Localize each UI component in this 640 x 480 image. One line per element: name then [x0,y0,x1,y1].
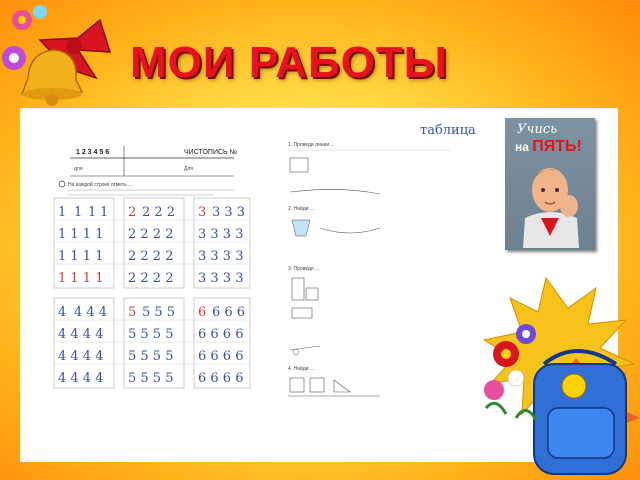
flowers-backpack-icon [476,268,640,480]
task-3: 3. Проведи ... [288,266,320,272]
svg-text:1 1 1 1: 1 1 1 1 [58,249,104,264]
svg-text:2 2 2 2: 2 2 2 2 [128,227,174,242]
svg-text:1: 1 [88,205,97,220]
svg-text:3 3 3 3: 3 3 3 3 [198,249,244,264]
poster-line1: Учись [517,122,558,137]
svg-text:1 1 1 1: 1 1 1 1 [58,227,104,242]
svg-text:4 4 4: 4 4 4 [74,305,108,320]
svg-text:4 4 4 4: 4 4 4 4 [58,371,104,386]
svg-text:5 5 5 5: 5 5 5 5 [128,349,174,364]
svg-text:5 5 5: 5 5 5 [142,305,176,320]
digit-row: 1 [58,205,67,220]
svg-text:таблица: таблица [420,123,476,138]
svg-text:3 3 3 3: 3 3 3 3 [198,271,244,286]
svg-text:4 4 4 4: 4 4 4 4 [58,327,104,342]
svg-text:6 6 6 6: 6 6 6 6 [198,371,244,386]
task-1: 1. Проведи линии ... [288,142,335,148]
study-poster [505,118,595,250]
digit-row: 2 [128,205,137,220]
svg-text:5 5 5 5: 5 5 5 5 [128,371,174,386]
task-4: 4. Найди ... [288,366,315,372]
slide-title: МОИ РАБОТЫ [130,38,448,87]
header-digits: 1 2 3 4 5 6 [76,149,110,156]
svg-text:1: 1 [100,205,109,220]
digit-row: 6 [198,305,207,320]
worksheet-left [24,118,268,458]
bell-bow-icon [0,0,140,120]
svg-text:6 6 6 6: 6 6 6 6 [198,349,244,364]
digit-row: 3 [198,205,207,220]
svg-text:1: 1 [74,205,83,220]
svg-text:5 5 5 5: 5 5 5 5 [128,327,174,342]
boy-illustration [505,158,595,250]
svg-text:Для: Для [184,166,194,172]
svg-text:2 2 2 2: 2 2 2 2 [128,249,174,264]
worksheet-right [280,118,500,418]
poster-word: ПЯТЬ! [532,138,582,155]
digit-grid-top [54,198,250,288]
svg-text:4 4 4 4: 4 4 4 4 [58,349,104,364]
svg-text:3 3 3 3: 3 3 3 3 [198,227,244,242]
svg-text:6 6 6 6: 6 6 6 6 [198,327,244,342]
svg-text:2 2 2: 2 2 2 [142,205,176,220]
task-2: 2. Найди ... [288,206,315,212]
digit-row: 4 [58,305,67,320]
digit-row: 5 [128,305,137,320]
instruction: На каждой строке отметь ... [68,182,133,188]
svg-text:для: для [74,166,83,172]
digit-grid-bottom [54,298,250,388]
svg-text:3 3 3: 3 3 3 [212,205,246,220]
svg-text:6 6 6: 6 6 6 [212,305,246,320]
svg-text:1 1 1 1: 1 1 1 1 [58,271,104,286]
poster-prefix: на [515,140,529,154]
svg-text:2 2 2 2: 2 2 2 2 [128,271,174,286]
header-right: ЧИСТОПИСЬ № [184,149,238,156]
poster-line2 [515,138,582,156]
